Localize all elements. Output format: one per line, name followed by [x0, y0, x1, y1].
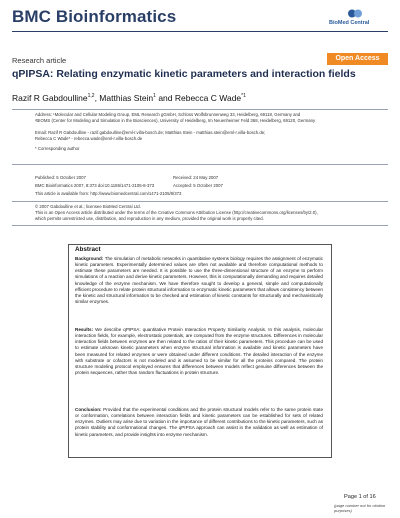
divider — [12, 109, 388, 110]
header-rule — [12, 31, 388, 32]
logo-mark-icon — [347, 8, 363, 19]
license-line: which permits unrestricted use, distribution, and reproduction in any medium, provided the original work is properly cited. — [35, 216, 264, 221]
email-line: Rebecca C Wade* - rebecca.wade@eml-r.villa-bosch.de — [35, 136, 143, 141]
section-text: The simulation of metabolic networks in quantitative systems biology requires the assignment of enzymatic kinetic parameters. Experimentally determined values are often not available and therefore computational methods to estimate these parameters are needed. It is possible to use the three-dimensional structure of an enzyme to perform simulations of a reaction and derive kinetic parameters. However, this is computationally demanding and requires detailed knowledge of the enzyme mechanism. We have therefore sought to develop a general, simple and computationally efficient procedure to relate protein structural information to enzymatic kinetic parameters that allows consistency between the kinetic and structural information to be checked and estimation of kinetic constants for structurally and mechanistically similar enzymes. — [75, 256, 323, 305]
divider — [12, 201, 388, 202]
biomed-central-logo — [325, 8, 387, 28]
citation: BMC Bioinformatics 2007, 8:373 doi:10.1186/1471-2105-8-373 — [35, 183, 155, 188]
published-date: Published: 5 October 2007 — [35, 175, 86, 180]
email-line: Email: Razif R Gabdoulline - razif.gabdoulline@eml-r.villa-bosch.de; Matthias Stein - matthias.stein@eml-r.villa-bosch.de; — [35, 130, 266, 135]
received-date: Received: 24 May 2007 — [173, 175, 219, 180]
section-text: Provided that the experimental conditions and the protein structural models refer to the same protein state or conformation, correlations between interaction fields and kinetic parameters can be established for sets of related enzymes. Outliers may arise due to variation in the importance of different contributions to the kinetic parameters, such as protein stability and conformational changes. The qPIPSA approach can assist in the validation as well as estimation of kinetic parameters, and provide insights into enzyme mechanism. — [75, 407, 323, 437]
author-list — [12, 93, 246, 103]
author-name: Rebecca C Wade — [174, 93, 242, 103]
article-title: qPIPSA: Relating enzymatic kinetic parameters and interaction fields — [12, 68, 356, 80]
section-label: Background: — [75, 256, 104, 261]
author-affiliation: *1 — [241, 93, 246, 100]
open-access-badge: Open Access — [327, 53, 388, 65]
journal-title: BMC Bioinformatics — [12, 7, 177, 26]
author-affiliation: 1,2 — [87, 93, 95, 100]
corresponding-author-note: * Corresponding author — [35, 146, 80, 151]
license-line: This is an Open Access article distributed under the terms of the Creative Commons Attribution License (http://creativecommons.org/licenses/by/2.0), — [35, 210, 318, 215]
abstract-conclusion — [75, 407, 323, 438]
address-line: ²BIOMS (Center for Modeling and Simulation in the Biosciences), University of Heidelberg, Im Neuenheimer Feld 368, Heidelberg, 69120, Germany — [35, 118, 316, 123]
accepted-date: Accepted: 5 October 2007 — [173, 183, 223, 188]
section-label: Results: — [75, 327, 94, 332]
logo-text: BioMed Central — [329, 20, 370, 26]
divider — [12, 225, 388, 226]
abstract-background — [75, 256, 323, 305]
abstract-heading: Abstract — [75, 246, 101, 253]
page-note: (page number not for citation purposes) — [334, 503, 386, 513]
author-separator: and — [155, 93, 175, 103]
section-label: Conclusion: — [75, 407, 102, 412]
author-affiliation: 1 — [153, 93, 156, 100]
section-text: We describe qPIPSA: quantitative Protein Interaction Property Similarity Analysis. In this analysis, molecular interaction fields, for example, electrostatic potentials, are computed from the enzyme structures. Differences in molecular interaction fields between enzymes are then related to the ratios of their kinetic parameters. This procedure can be used to estimate unknown kinetic parameters when enzyme structural information is available and kinetic parameters have been measured for related enzymes or were obtained under different conditions. The detailed interaction of the enzyme with substrate or cofactors is not modeled and is assumed to be similar for all the proteins compared. The protein structure modeling protocol employed ensures that differences between models reflect genuine differences between the protein sequences, rather than random fluctuations in protein structure. — [75, 327, 323, 376]
abstract-results — [75, 327, 323, 376]
author-name: Razif R Gabdoulline — [12, 93, 88, 103]
address-line: Address: ¹Molecular and Cellular Modeling Group, EML Research gGmbH, Schloss Wolfsbrunnenweg 33, Heidelberg, 69118, Germany and — [35, 112, 301, 117]
divider — [12, 164, 388, 165]
author-separator: , — [94, 93, 100, 103]
article-type: Research article — [12, 56, 67, 65]
copyright: © 2007 Gabdoulline et al.; licensee BioMed Central Ltd. — [35, 204, 141, 209]
page-number: Page 1 of 16 — [344, 494, 376, 500]
author-name: Matthias Stein — [99, 93, 154, 103]
article-url: This article is available from: http://www.biomedcentral.com/1471-2105/8/373 — [35, 191, 182, 196]
